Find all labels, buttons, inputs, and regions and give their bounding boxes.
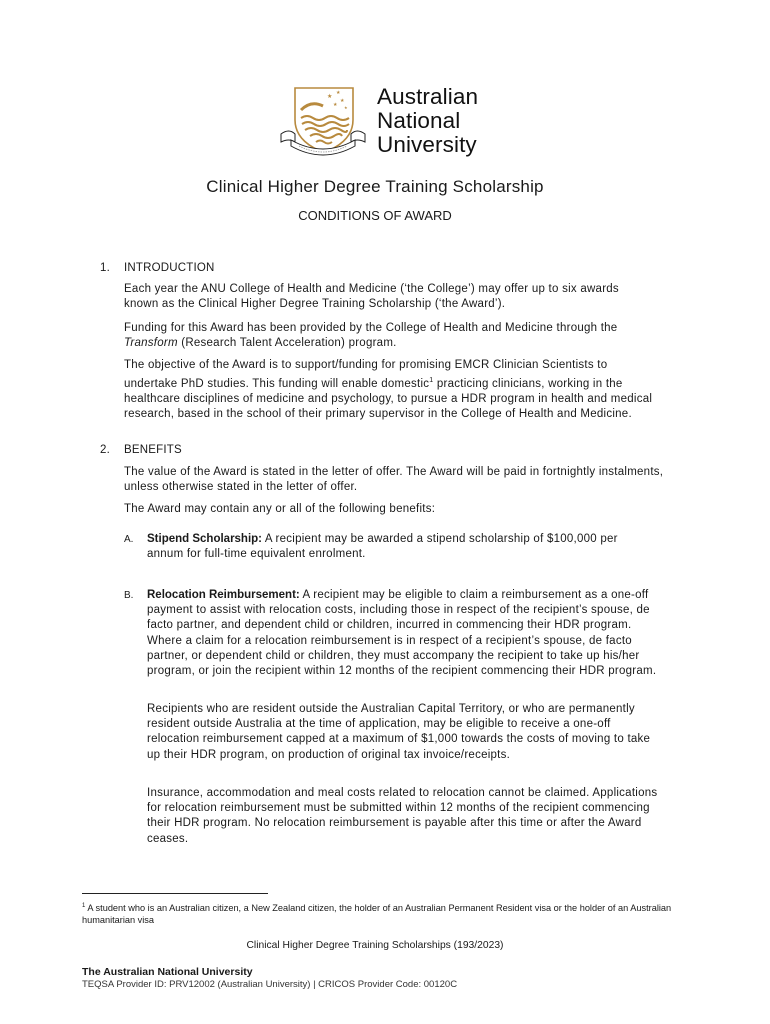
- intro-p2-italic: Transform: [124, 337, 178, 350]
- intro-p3-part-1: The objective of the Award is to support/funding for promising EMCR Clinician Scientists to undertake PhD studies. This funding will enable domestic: [124, 359, 608, 391]
- benefits-paragraph-1: The value of the Award is stated in the letter of offer. The Award will be paid in fortnightly instalments, unless otherwise stated in the letter of offer.: [124, 466, 664, 494]
- benefits-paragraph-2: The Award may contain any or all of the following benefits:: [124, 503, 436, 515]
- list-letter-b: B.: [124, 590, 134, 601]
- section-heading-benefits: [100, 444, 600, 460]
- intro-p2-part-1: Funding for this Award has been provided by the College of Health and Medicine through the: [124, 322, 618, 334]
- footnote: [82, 900, 682, 926]
- svg-text:★: ★: [340, 98, 345, 104]
- list-item-title: Relocation Reimbursement:: [147, 589, 300, 601]
- footnote-text: A student who is an Australian citizen, a New Zealand citizen, the holder of an Australian Permanent Resident visa or the holder of an Australian humanitarian visa: [82, 903, 672, 926]
- section-number: 1.: [100, 262, 110, 274]
- section-heading-text: BENEFITS: [124, 444, 182, 456]
- university-name: [377, 85, 478, 157]
- svg-text:★: ★: [333, 102, 338, 108]
- intro-p3-part-2: practicing clinicians, working in the healthcare disciplines of medicine and psychology, to pursue a HDR program in health and medical research, based in the school of their primary supervisor in the College of Health and Medicine.: [124, 378, 653, 421]
- university-name-line-1: Australian: [377, 84, 479, 109]
- section-heading-introduction: [100, 262, 600, 278]
- intro-paragraph-3: [124, 358, 656, 423]
- organisation-footer: The Australian National University: [82, 966, 253, 978]
- document-subtitle: CONDITIONS OF AWARD: [298, 208, 452, 223]
- relocation-paragraph-2: Recipients who are resident outside the Australian Capital Territory, or who are permanently resident outside Australia at the time of application, may be eligible to receive a one-off relocation reimbursement capped at a maximum of $1,000 towards the costs of moving to take up their HDR program, on production of original tax invoice/receipts.: [147, 703, 651, 761]
- svg-text:★: ★: [336, 90, 341, 96]
- list-item-stipend: [147, 532, 657, 562]
- list-item-text: A recipient may be awarded a stipend scholarship of $100,000 per annum for full-time equivalent enrolment.: [147, 533, 618, 561]
- footnote-marker: 1: [82, 903, 86, 909]
- section-number: 2.: [100, 444, 110, 456]
- list-item-title: Stipend Scholarship:: [147, 533, 263, 545]
- intro-paragraph-1: Each year the ANU College of Health and Medicine (‘the College’) may offer up to six awards known as the Clinical Higher Degree Training Scholarship (‘the Award’).: [124, 283, 619, 311]
- intro-paragraph-2: [124, 321, 660, 351]
- list-item-text: A recipient may be eligible to claim a reimbursement as a one-off payment to assist with relocation costs, including those in respect of the recipient’s spouse, de facto partner, and dependent child or children, incurred in commencing their HDR program. Where a claim for a relocation reimbursement is in respect of a recipient’s spouse, de facto partner, or dependent child or children, they must accompany the recipient to take up his/her program, or join the recipient within 12 months of the recipient commencing their HDR program.: [147, 589, 657, 678]
- anu-crest-icon: [275, 82, 371, 162]
- footnote-divider: [82, 893, 268, 894]
- list-item-relocation: [147, 588, 669, 679]
- svg-text:★: ★: [344, 105, 348, 110]
- intro-p2-part-2: (Research Talent Acceleration) program.: [177, 337, 397, 350]
- svg-text:★: ★: [327, 93, 333, 100]
- footnote-reference: 1: [429, 377, 434, 385]
- provider-footer: TEQSA Provider ID: PRV12002 (Australian University) | CRICOS Provider Code: 00120C: [82, 979, 458, 990]
- list-letter-a: A.: [124, 534, 134, 545]
- university-name-line-2: National: [377, 108, 461, 133]
- section-heading-text: INTRODUCTION: [124, 262, 215, 274]
- university-name-line-3: University: [377, 132, 477, 157]
- relocation-paragraph-3: Insurance, accommodation and meal costs related to relocation cannot be claimed. Applications for relocation reimbursement must be submitted within 12 months of the recipient commencing their HDR program. No relocation reimbursement is payable after this time or after the Award ceases.: [147, 787, 658, 845]
- document-title: Clinical Higher Degree Training Scholarship: [206, 177, 544, 196]
- page-footer: Clinical Higher Degree Training Scholarships (193/2023): [246, 940, 504, 951]
